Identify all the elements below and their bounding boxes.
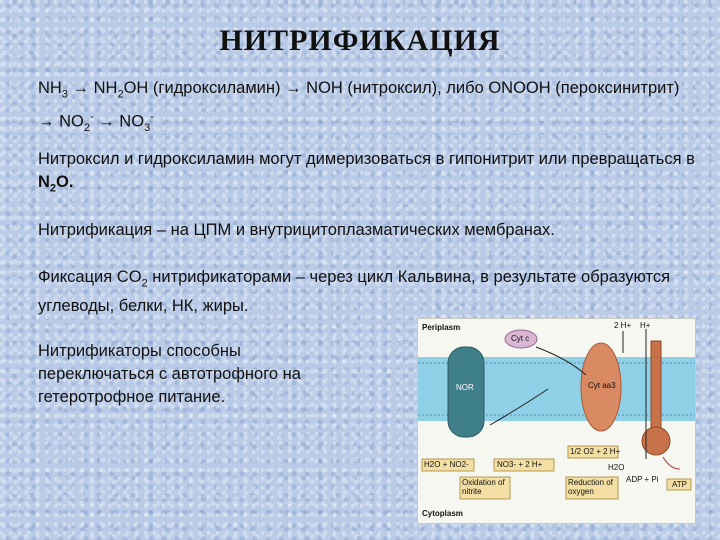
periplasm-label: Periplasm (422, 323, 461, 332)
h2o-no2-label: H2O + NO2- (424, 460, 469, 469)
h2o-label: H2O (608, 463, 625, 472)
cyt-aa3-label: Cyt aa3 (588, 381, 616, 390)
location-paragraph: Нитрификация – на ЦПМ и внутрицитоплазматических мембранах. (38, 221, 555, 239)
reduction-label: Reduction of oxygen (568, 478, 613, 496)
page-title: НИТРИФИКАЦИЯ (219, 24, 501, 57)
atp-label: ATP (672, 480, 687, 489)
o2-2h-label: 1/2 O2 + 2 H+ (570, 447, 621, 456)
cytoplasm-label: Cytoplasm (422, 509, 463, 518)
nitrification-membrane-diagram (417, 318, 696, 524)
atp-synthase-stalk (651, 341, 661, 433)
oxidation-label: Oxidation of nitrite (462, 478, 505, 496)
nor-label: NOR (456, 383, 474, 392)
cyt-c-label: Cyt c (511, 334, 530, 343)
dimerization-paragraph: Нитроксил и гидроксиламин могут димеризоваться в гипонитрит или превращаться в $N_2O$. (38, 150, 695, 195)
heterotrophy-paragraph: Нитрификаторы способны переключаться с автотрофного на гетеротрофное питание. (38, 342, 301, 406)
reaction-chain-paragraph: $NH_3 \to NH_2OH$ (гидроксиламин) → NOH (нитроксил), либо ONOOH (пероксинитрит) → $NO_2^- \to NO_3^-$ (38, 79, 680, 135)
nor-protein (448, 347, 484, 437)
h-plus-label: H+ (640, 321, 651, 330)
adp-label: ADP + Pi (626, 475, 659, 484)
no3-2h-label: NO3- + 2 H+ (497, 460, 543, 469)
co2-fixation-paragraph: Фиксация $CO_2$ нитрификаторами – через цикл Кальвина, в результате образуются углеводы, белки, НК, жиры. (38, 268, 671, 316)
two-h-label: 2 H+ (614, 321, 632, 330)
